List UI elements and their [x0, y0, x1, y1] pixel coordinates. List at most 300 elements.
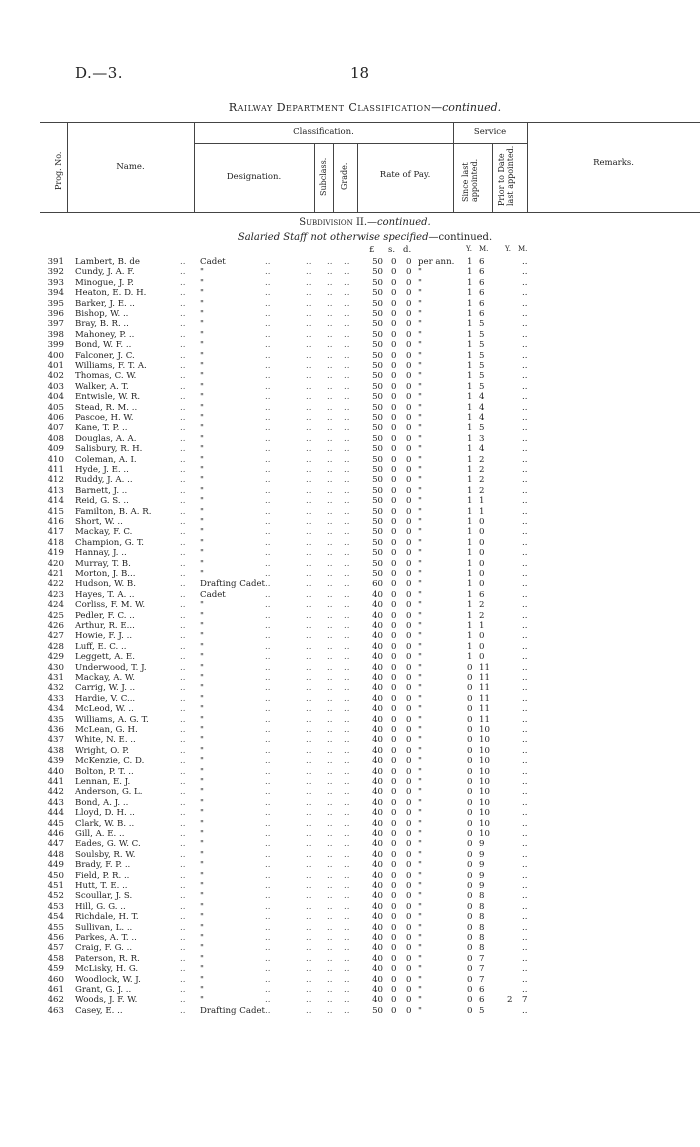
leader-dots: .. [180, 995, 186, 1006]
pay-period: " [418, 641, 422, 652]
service-years: 0 [467, 912, 473, 923]
pay-shillings: 0 [391, 860, 397, 871]
pay-pence: 0 [406, 662, 412, 673]
leader-dots: .. [306, 839, 312, 850]
leader-dots: .. [344, 277, 350, 288]
pay-period: " [418, 371, 422, 382]
pay-pence: 0 [406, 652, 412, 663]
leader-dots: .. [180, 818, 186, 829]
pay-shillings: 0 [391, 517, 397, 527]
prior-months: .. [522, 652, 528, 663]
table-row [0, 642, 700, 652]
prog-no: 448 [47, 849, 64, 860]
service-years: 0 [467, 673, 473, 683]
service-months: 6 [479, 257, 485, 267]
pay-pence: 0 [406, 475, 412, 486]
prog-no: 452 [47, 891, 64, 902]
pay-pounds: 50 [372, 517, 383, 527]
designation: " [200, 777, 204, 787]
table-row [0, 704, 700, 714]
prior-months: .. [522, 465, 528, 475]
leader-dots: .. [306, 995, 312, 1006]
leader-dots: .. [265, 485, 271, 496]
designation: " [200, 818, 204, 829]
leader-dots: .. [327, 673, 333, 683]
staff-name: Ruddy, J. A. .. [75, 475, 133, 486]
prior-months: .. [522, 662, 528, 673]
leader-dots: .. [265, 974, 271, 985]
pay-period: " [418, 506, 422, 517]
designation: " [200, 922, 204, 933]
designation: " [200, 496, 204, 507]
table-row [0, 839, 700, 849]
service-years: 1 [467, 652, 473, 663]
leader-dots: .. [180, 433, 186, 444]
service-months: 5 [479, 371, 485, 382]
header-bottom-rule [40, 212, 700, 213]
pay-period: " [418, 766, 422, 777]
designation: " [200, 974, 204, 985]
prog-no: 456 [47, 933, 64, 943]
pay-pence: 0 [406, 912, 412, 923]
pay-period: " [418, 392, 422, 403]
leader-dots: .. [265, 621, 271, 631]
staff-name: Anderson, G. L. [75, 787, 143, 798]
pay-shillings: 0 [391, 350, 397, 361]
pay-shillings: 0 [391, 641, 397, 652]
leader-dots: .. [180, 839, 186, 850]
pay-pence: 0 [406, 569, 412, 579]
pay-pence: 0 [406, 496, 412, 507]
leader-dots: .. [327, 496, 333, 507]
staff-name: Mackay, A. W. [75, 673, 135, 683]
leader-dots: .. [344, 340, 350, 351]
pay-pence: 0 [406, 579, 412, 590]
leader-dots: .. [265, 496, 271, 507]
service-years: 1 [467, 361, 473, 371]
leader-dots: .. [344, 641, 350, 652]
table-row [0, 673, 700, 683]
prior-months: .. [522, 870, 528, 881]
leader-dots: .. [327, 402, 333, 413]
service-months: 5 [479, 350, 485, 361]
staff-name: Thomas, C. W. [75, 371, 137, 382]
table-row [0, 569, 700, 579]
leader-dots: .. [327, 839, 333, 850]
pay-shillings: 0 [391, 423, 397, 434]
leader-dots: .. [344, 683, 350, 694]
leader-dots: .. [327, 361, 333, 371]
leader-dots: .. [265, 288, 271, 299]
prior-months: .. [522, 745, 528, 756]
staff-name: Grant, G. J. .. [75, 985, 132, 995]
leader-dots: .. [180, 350, 186, 361]
leader-dots: .. [344, 839, 350, 850]
pay-pounds: 40 [372, 839, 383, 850]
pay-period: " [418, 319, 422, 330]
pay-pence: 0 [406, 309, 412, 319]
service-years: 0 [467, 891, 473, 902]
leader-dots: .. [265, 953, 271, 964]
leader-dots: .. [180, 725, 186, 735]
pay-pence: 0 [406, 350, 412, 361]
pay-pence: 0 [406, 933, 412, 943]
service-years: 1 [467, 641, 473, 652]
table-row [0, 600, 700, 610]
leader-dots: .. [265, 943, 271, 954]
service-months: 8 [479, 901, 485, 912]
pay-pence: 0 [406, 329, 412, 340]
leader-dots: .. [265, 1005, 271, 1016]
table-row [0, 496, 700, 506]
pay-shillings: 0 [391, 496, 397, 507]
pay-pounds: 50 [372, 277, 383, 288]
table-row [0, 340, 700, 350]
table-row [0, 351, 700, 361]
leader-dots: .. [265, 537, 271, 548]
service-months: 0 [479, 548, 485, 559]
pay-period: " [418, 309, 422, 319]
header-top-rule [40, 122, 700, 123]
pay-pounds: 40 [372, 922, 383, 933]
prog-no: 437 [47, 735, 64, 746]
leader-dots: .. [265, 433, 271, 444]
leader-dots: .. [306, 933, 312, 943]
staff-name: Hyde, J. E. .. [75, 465, 129, 475]
service-months: 10 [479, 797, 490, 808]
service-years: 1 [467, 527, 473, 538]
prog-no: 458 [47, 953, 64, 964]
prior-months: .. [522, 548, 528, 559]
leader-dots: .. [265, 413, 271, 423]
leader-dots: .. [344, 818, 350, 829]
table-row [0, 382, 700, 392]
staff-name: Soulsby, R. W. [75, 849, 136, 860]
unit-months-since: M. [479, 245, 489, 253]
pay-pounds: 50 [372, 1005, 383, 1016]
service-months: 6 [479, 309, 485, 319]
leader-dots: .. [306, 558, 312, 569]
service-years: 1 [467, 267, 473, 278]
leader-dots: .. [180, 860, 186, 871]
leader-dots: .. [327, 797, 333, 808]
service-years: 0 [467, 818, 473, 829]
pay-pounds: 40 [372, 797, 383, 808]
leader-dots: .. [344, 974, 350, 985]
service-years: 1 [467, 496, 473, 507]
leader-dots: .. [180, 766, 186, 777]
pay-pounds: 60 [372, 579, 383, 590]
prog-no: 434 [47, 704, 64, 715]
leader-dots: .. [344, 413, 350, 423]
service-years: 1 [467, 433, 473, 444]
pay-pounds: 50 [372, 319, 383, 330]
salaried-main: Salaried Staff not otherwise specified [237, 232, 429, 243]
leader-dots: .. [306, 621, 312, 631]
pay-period: " [418, 537, 422, 548]
pay-pounds: 40 [372, 756, 383, 767]
leader-dots: .. [265, 475, 271, 486]
leader-dots: .. [344, 953, 350, 964]
leader-dots: .. [327, 371, 333, 382]
designation: " [200, 361, 204, 371]
unit-months-prior: M. [518, 245, 528, 253]
prior-months: .. [522, 1005, 528, 1016]
leader-dots: .. [306, 402, 312, 413]
pay-pounds: 40 [372, 964, 383, 975]
staff-name: Scoullar, J. S. [75, 891, 133, 902]
leader-dots: .. [180, 558, 186, 569]
table-row [0, 819, 700, 829]
service-months: 5 [479, 319, 485, 330]
staff-name: Leggett, A. E. [75, 652, 135, 663]
leader-dots: .. [327, 870, 333, 881]
service-months: 1 [479, 621, 485, 631]
table-title-main: Railway Department Classification [228, 101, 432, 114]
pay-period: " [418, 901, 422, 912]
pay-pence: 0 [406, 901, 412, 912]
staff-name: Lloyd, D. H. .. [75, 808, 135, 819]
leader-dots: .. [327, 662, 333, 673]
pay-shillings: 0 [391, 870, 397, 881]
pay-shillings: 0 [391, 631, 397, 642]
pay-shillings: 0 [391, 891, 397, 902]
leader-dots: .. [306, 475, 312, 486]
pay-shillings: 0 [391, 797, 397, 808]
leader-dots: .. [180, 309, 186, 319]
pay-period: " [418, 496, 422, 507]
leader-dots: .. [344, 548, 350, 559]
leader-dots: .. [344, 943, 350, 954]
pay-pounds: 50 [372, 329, 383, 340]
service-months: 0 [479, 631, 485, 642]
leader-dots: .. [327, 444, 333, 455]
table-row [0, 787, 700, 797]
staff-name: McLeod, W. .. [75, 704, 134, 715]
leader-dots: .. [306, 756, 312, 767]
prior-months: .. [522, 579, 528, 590]
prog-no: 444 [47, 808, 64, 819]
pay-pence: 0 [406, 860, 412, 871]
staff-name: Hannay, J. .. [75, 548, 127, 559]
leader-dots: .. [180, 548, 186, 559]
leader-dots: .. [327, 943, 333, 954]
leader-dots: .. [344, 860, 350, 871]
designation: " [200, 714, 204, 725]
table-row [0, 933, 700, 943]
leader-dots: .. [327, 309, 333, 319]
pay-period: " [418, 548, 422, 559]
prog-no: 407 [47, 423, 64, 434]
table-row [0, 871, 700, 881]
leader-dots: .. [265, 277, 271, 288]
staff-name: White, N. E. .. [75, 735, 136, 746]
pay-period: " [418, 444, 422, 455]
leader-dots: .. [265, 558, 271, 569]
pay-shillings: 0 [391, 673, 397, 683]
pay-shillings: 0 [391, 527, 397, 538]
designation: " [200, 985, 204, 995]
designation: " [200, 610, 204, 621]
staff-name: Champion, G. T. [75, 537, 145, 548]
service-years: 0 [467, 704, 473, 715]
pay-period: " [418, 860, 422, 871]
staff-name: Hayes, T. A. .. [75, 589, 135, 600]
leader-dots: .. [344, 797, 350, 808]
service-months: 0 [479, 558, 485, 569]
pay-period: " [418, 725, 422, 735]
leader-dots: .. [306, 277, 312, 288]
designation: " [200, 912, 204, 923]
pay-shillings: 0 [391, 922, 397, 933]
prior-months: .. [522, 496, 528, 507]
designation: " [200, 891, 204, 902]
staff-name: Gill, A. E. .. [75, 829, 125, 839]
leader-dots: .. [306, 714, 312, 725]
leader-dots: .. [327, 777, 333, 787]
staff-name: Kane, T. P. .. [75, 423, 128, 434]
leader-dots: .. [344, 870, 350, 881]
staff-name: Lambert, B. de [75, 257, 140, 267]
leader-dots: .. [344, 673, 350, 683]
table-row [0, 579, 700, 589]
leader-dots: .. [306, 610, 312, 621]
prog-no: 424 [47, 600, 64, 611]
service-years: 1 [467, 444, 473, 455]
header-divider [314, 143, 315, 212]
designation: " [200, 485, 204, 496]
leader-dots: .. [265, 319, 271, 330]
pay-pence: 0 [406, 465, 412, 475]
staff-name: Walker, A. T. [75, 381, 129, 392]
pay-shillings: 0 [391, 558, 397, 569]
service-years: 1 [467, 517, 473, 527]
leader-dots: .. [344, 537, 350, 548]
leader-dots: .. [306, 891, 312, 902]
leader-dots: .. [344, 579, 350, 590]
service-years: 0 [467, 808, 473, 819]
designation: " [200, 423, 204, 434]
prior-months: .. [522, 361, 528, 371]
prog-no: 405 [47, 402, 64, 413]
leader-dots: .. [265, 818, 271, 829]
leader-dots: .. [265, 423, 271, 434]
table-row [0, 631, 700, 641]
designation: " [200, 569, 204, 579]
designation: Cadet [200, 589, 226, 600]
pay-pence: 0 [406, 257, 412, 267]
prog-no: 443 [47, 797, 64, 808]
designation: " [200, 787, 204, 798]
prog-no: 431 [47, 673, 64, 683]
unit-shillings: s. [388, 245, 396, 255]
leader-dots: .. [344, 777, 350, 787]
table-row [0, 361, 700, 371]
leader-dots: .. [306, 725, 312, 735]
prog-no: 402 [47, 371, 64, 382]
service-years: 0 [467, 849, 473, 860]
prior-months: .. [522, 298, 528, 309]
designation: " [200, 756, 204, 767]
salaried-heading [0, 232, 700, 243]
leader-dots: .. [180, 704, 186, 715]
pay-pence: 0 [406, 766, 412, 777]
pay-pence: 0 [406, 756, 412, 767]
leader-dots: .. [306, 673, 312, 683]
table-row [0, 777, 700, 787]
leader-dots: .. [344, 829, 350, 839]
staff-name: Brady, F. P. .. [75, 860, 131, 871]
leader-dots: .. [306, 662, 312, 673]
header-classification: Classification. [293, 127, 354, 137]
staff-name: Bray, B. R. .. [75, 319, 129, 330]
pay-pounds: 40 [372, 610, 383, 621]
pay-period: " [418, 298, 422, 309]
leader-dots: .. [180, 641, 186, 652]
header-divider [492, 143, 493, 212]
service-years: 1 [467, 569, 473, 579]
pay-pounds: 50 [372, 444, 383, 455]
staff-name: Hutt, T. E. .. [75, 881, 128, 891]
prog-no: 395 [47, 298, 64, 309]
leader-dots: .. [344, 849, 350, 860]
leader-dots: .. [180, 985, 186, 995]
staff-name: Casey, E. .. [75, 1005, 123, 1016]
service-months: 8 [479, 891, 485, 902]
designation: " [200, 319, 204, 330]
staff-name: Stead, R. M. .. [75, 402, 138, 413]
prior-months: .. [522, 829, 528, 839]
leader-dots: .. [306, 704, 312, 715]
leader-dots: .. [265, 725, 271, 735]
service-months: 6 [479, 985, 485, 995]
service-years: 1 [467, 277, 473, 288]
table-row [0, 475, 700, 485]
pay-pounds: 40 [372, 641, 383, 652]
table-row [0, 611, 700, 621]
prior-months: .. [522, 756, 528, 767]
leader-dots: .. [344, 631, 350, 642]
pay-pounds: 40 [372, 829, 383, 839]
leader-dots: .. [265, 641, 271, 652]
staff-name: Woods, J. F. W. [75, 995, 138, 1006]
table-row [0, 288, 700, 298]
leader-dots: .. [306, 257, 312, 267]
leader-dots: .. [344, 891, 350, 902]
table-row [0, 923, 700, 933]
leader-dots: .. [344, 485, 350, 496]
service-years: 1 [467, 329, 473, 340]
staff-name: Short, W. .. [75, 517, 123, 527]
pay-pence: 0 [406, 787, 412, 798]
pay-pounds: 50 [372, 371, 383, 382]
service-years: 0 [467, 766, 473, 777]
table-row [0, 559, 700, 569]
leader-dots: .. [344, 423, 350, 434]
table-row [0, 257, 700, 267]
service-months: 5 [479, 361, 485, 371]
table-row [0, 621, 700, 631]
leader-dots: .. [344, 569, 350, 579]
prior-months: .. [522, 849, 528, 860]
prior-months: .. [522, 277, 528, 288]
leader-dots: .. [344, 714, 350, 725]
table-row [0, 663, 700, 673]
pay-pence: 0 [406, 829, 412, 839]
pay-period: " [418, 631, 422, 642]
service-months: 4 [479, 402, 485, 413]
leader-dots: .. [306, 641, 312, 652]
